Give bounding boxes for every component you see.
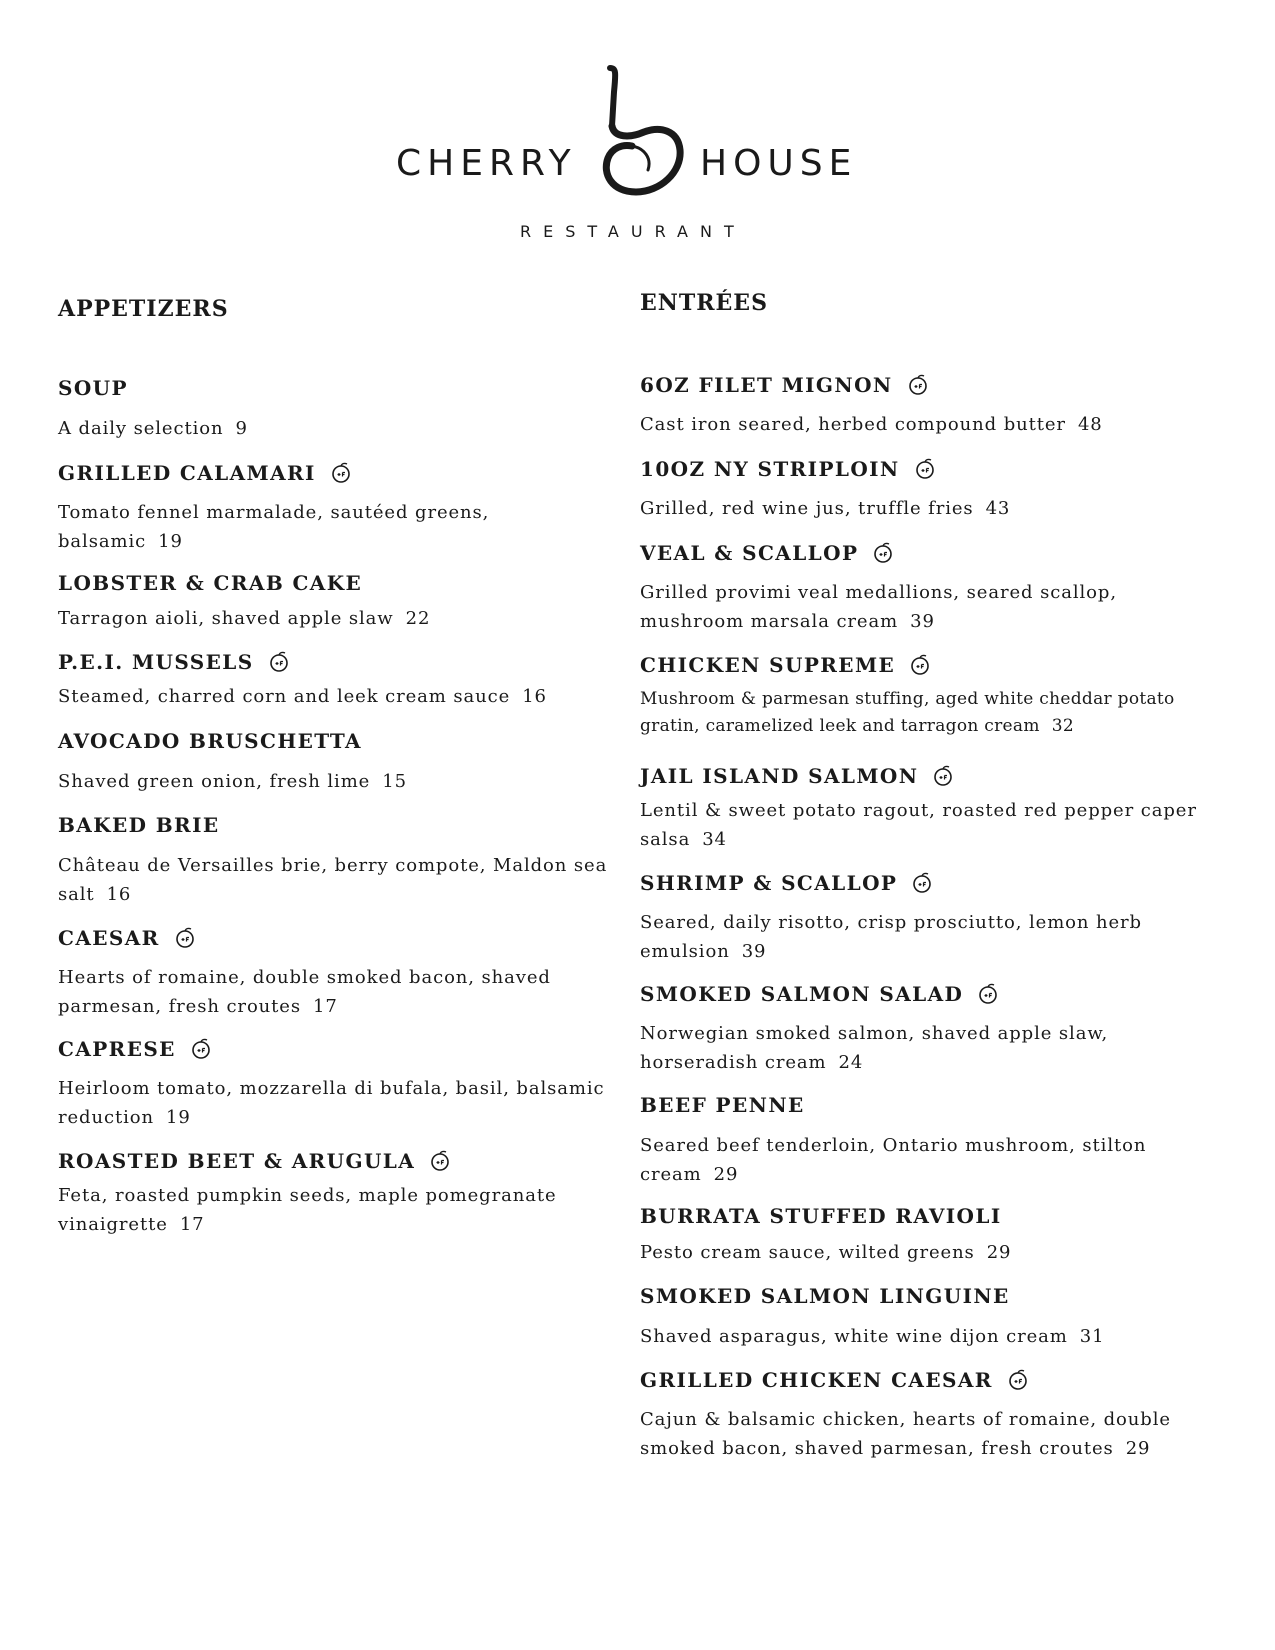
menu-item-description bbox=[640, 796, 1200, 854]
menu-item-name bbox=[58, 927, 196, 949]
menu-item-desc-text: Heirloom tomato, mozzarella di bufala, basil, balsamic reduction bbox=[58, 1078, 605, 1128]
menu-item-desc-text: Norwegian smoked salmon, shaved apple slaw, horseradish cream bbox=[640, 1023, 1109, 1073]
menu-item-name bbox=[640, 1095, 805, 1115]
menu-item-description bbox=[58, 963, 618, 1021]
menu-item-price: 15 bbox=[382, 771, 407, 792]
menu-item-price: 43 bbox=[985, 498, 1011, 519]
menu-item-name-text: BAKED BRIE bbox=[58, 813, 220, 837]
menu-item-name bbox=[640, 1206, 1002, 1226]
menu-item-price: 17 bbox=[313, 996, 338, 1017]
menu-item-description bbox=[640, 1019, 1200, 1077]
menu-item-name bbox=[640, 374, 929, 396]
menu-item-name bbox=[640, 765, 954, 787]
menu-item-description bbox=[640, 908, 1200, 966]
menu-item-desc-text: Cajun & balsamic chicken, hearts of romaine, double smoked bacon, shaved parmesan, fresh croutes bbox=[640, 1409, 1171, 1459]
menu-item-price: 19 bbox=[165, 1107, 191, 1128]
menu-item-name-text: SMOKED SALMON SALAD bbox=[640, 982, 964, 1006]
gluten-free-icon bbox=[907, 374, 929, 396]
menu-item-description bbox=[58, 1181, 618, 1239]
menu-item-description bbox=[58, 604, 618, 633]
menu-item-name bbox=[640, 542, 894, 564]
menu-item-name-text: 6OZ FILET MIGNON bbox=[640, 373, 893, 397]
brand-name-left: CHERRY bbox=[396, 143, 577, 184]
menu-item-desc-text: Shaved green onion, fresh lime bbox=[58, 771, 371, 792]
menu-item-description bbox=[640, 1238, 1200, 1267]
menu-item-name-text: CAESAR bbox=[58, 926, 160, 950]
gluten-free-icon bbox=[190, 1038, 212, 1060]
menu-item-name-text: ROASTED BEET & ARUGULA bbox=[58, 1149, 416, 1173]
menu-item-description bbox=[640, 1405, 1200, 1463]
menu-item-price: 17 bbox=[179, 1214, 205, 1235]
gluten-free-icon bbox=[268, 651, 290, 673]
menu-item-desc-text: Feta, roasted pumpkin seeds, maple pomegranate vinaigrette bbox=[58, 1185, 557, 1235]
menu-item-desc-text: Grilled provimi veal medallions, seared scallop, mushroom marsala cream bbox=[640, 582, 1117, 632]
menu-item-name-text: SMOKED SALMON LINGUINE bbox=[640, 1284, 1010, 1308]
menu-item-description bbox=[640, 494, 1200, 523]
menu-item-price: 24 bbox=[838, 1052, 864, 1073]
menu-item-name-text: AVOCADO BRUSCHETTA bbox=[58, 729, 362, 753]
menu-item-name bbox=[58, 1038, 212, 1060]
menu-item-desc-text: Tarragon aioli, shaved apple slaw bbox=[58, 608, 394, 629]
menu-item-description bbox=[58, 414, 618, 443]
menu-item-price: 31 bbox=[1079, 1326, 1105, 1347]
menu-item-name-text: BEEF PENNE bbox=[640, 1093, 805, 1117]
menu-item-desc-text: Pesto cream sauce, wilted greens bbox=[640, 1242, 975, 1263]
menu-item-description bbox=[640, 410, 1200, 439]
menu-item-description bbox=[58, 682, 618, 711]
menu-item-name bbox=[58, 815, 219, 835]
gluten-free-icon bbox=[911, 872, 933, 894]
menu-item-price: 39 bbox=[741, 941, 767, 962]
gluten-free-icon bbox=[909, 654, 931, 676]
menu-item-description bbox=[58, 851, 618, 909]
menu-item-price: 9 bbox=[235, 418, 248, 439]
menu-item-price: 32 bbox=[1051, 716, 1075, 736]
menu-item-name-text: LOBSTER & CRAB CAKE bbox=[58, 571, 363, 595]
menu-item-desc-text: Mushroom & parmesan stuffing, aged white cheddar potato gratin, caramelized leek and tarragon cream bbox=[640, 689, 1175, 736]
brand-subtitle: RESTAURANT bbox=[520, 222, 746, 241]
gluten-free-icon bbox=[330, 462, 352, 484]
entrees-heading: ENTRÉES bbox=[640, 290, 768, 316]
menu-item-desc-text: Hearts of romaine, double smoked bacon, shaved parmesan, fresh croutes bbox=[58, 967, 551, 1017]
menu-item-desc-text: Shaved asparagus, white wine dijon cream bbox=[640, 1326, 1068, 1347]
menu-item-name bbox=[58, 573, 362, 593]
menu-item-name bbox=[640, 1286, 1010, 1306]
menu-item-description bbox=[58, 1074, 618, 1132]
menu-item-price: 16 bbox=[522, 686, 547, 707]
menu-item-price: 29 bbox=[713, 1164, 739, 1185]
appetizers-heading: APPETIZERS bbox=[58, 296, 229, 322]
menu-item-desc-text: Château de Versailles brie, berry compote, Maldon sea salt bbox=[58, 855, 608, 905]
menu-item-name bbox=[58, 378, 128, 398]
menu-item-name-text: P.E.I. MUSSELS bbox=[58, 650, 254, 674]
menu-item-name bbox=[58, 731, 362, 751]
menu-item-price: 16 bbox=[106, 884, 132, 905]
menu-item-name-text: SOUP bbox=[58, 376, 128, 400]
menu-item-name bbox=[640, 872, 933, 894]
menu-item-name-text: GRILLED CALAMARI bbox=[58, 461, 316, 485]
cherry-spoon-logo-icon bbox=[596, 62, 686, 212]
gluten-free-icon bbox=[872, 542, 894, 564]
menu-item-price: 34 bbox=[702, 829, 727, 850]
menu-item-desc-text: A daily selection bbox=[58, 418, 224, 439]
menu-item-desc-text: Seared beef tenderloin, Ontario mushroom, stilton cream bbox=[640, 1135, 1147, 1185]
brand-name-right: HOUSE bbox=[700, 143, 858, 184]
menu-item-desc-text: Seared, daily risotto, crisp prosciutto, lemon herb emulsion bbox=[640, 912, 1142, 962]
menu-item-name bbox=[640, 1369, 1029, 1391]
menu-item-desc-text: Grilled, red wine jus, truffle fries bbox=[640, 498, 974, 519]
menu-item-name-text: BURRATA STUFFED RAVIOLI bbox=[640, 1204, 1002, 1228]
menu-item-name-text: SHRIMP & SCALLOP bbox=[640, 871, 898, 895]
menu-item-desc-text: Steamed, charred corn and leek cream sauce bbox=[58, 686, 511, 707]
menu-item-name bbox=[640, 654, 931, 676]
menu-item-name bbox=[58, 651, 290, 673]
menu-item-description bbox=[640, 686, 1200, 740]
menu-item-name-text: 10OZ NY STRIPLOIN bbox=[640, 457, 900, 481]
menu-item-desc-text: Cast iron seared, herbed compound butter bbox=[640, 414, 1066, 435]
menu-item-name-text: VEAL & SCALLOP bbox=[640, 541, 859, 565]
menu-item-name bbox=[640, 983, 999, 1005]
menu-item-description bbox=[640, 578, 1200, 636]
menu-item-description bbox=[640, 1322, 1200, 1351]
menu-item-price: 22 bbox=[405, 608, 431, 629]
menu-item-description bbox=[58, 767, 618, 796]
menu-item-price: 29 bbox=[1125, 1438, 1151, 1459]
menu-item-name bbox=[640, 458, 936, 480]
gluten-free-icon bbox=[174, 927, 196, 949]
menu-item-price: 39 bbox=[910, 611, 935, 632]
gluten-free-icon bbox=[977, 983, 999, 1005]
menu-item-name-text: JAIL ISLAND SALMON bbox=[640, 764, 919, 788]
menu-item-desc-text: Lentil & sweet potato ragout, roasted red pepper caper salsa bbox=[640, 800, 1197, 850]
menu-item-price: 29 bbox=[986, 1242, 1012, 1263]
menu-item-description bbox=[640, 1131, 1200, 1189]
menu-item-description bbox=[58, 498, 618, 556]
gluten-free-icon bbox=[914, 458, 936, 480]
menu-item-price: 48 bbox=[1077, 414, 1103, 435]
menu-item-price: 19 bbox=[158, 531, 183, 552]
menu-item-desc-text: Tomato fennel marmalade, sautéed greens, balsamic bbox=[58, 502, 490, 552]
gluten-free-icon bbox=[429, 1150, 451, 1172]
menu-item-name-text: CAPRESE bbox=[58, 1037, 176, 1061]
menu-item-name bbox=[58, 1150, 451, 1172]
gluten-free-icon bbox=[932, 765, 954, 787]
restaurant-header bbox=[0, 0, 1275, 250]
menu-item-name-text: GRILLED CHICKEN CAESAR bbox=[640, 1368, 993, 1392]
menu-item-name bbox=[58, 462, 352, 484]
gluten-free-icon bbox=[1007, 1369, 1029, 1391]
menu-item-name-text: CHICKEN SUPREME bbox=[640, 653, 896, 677]
